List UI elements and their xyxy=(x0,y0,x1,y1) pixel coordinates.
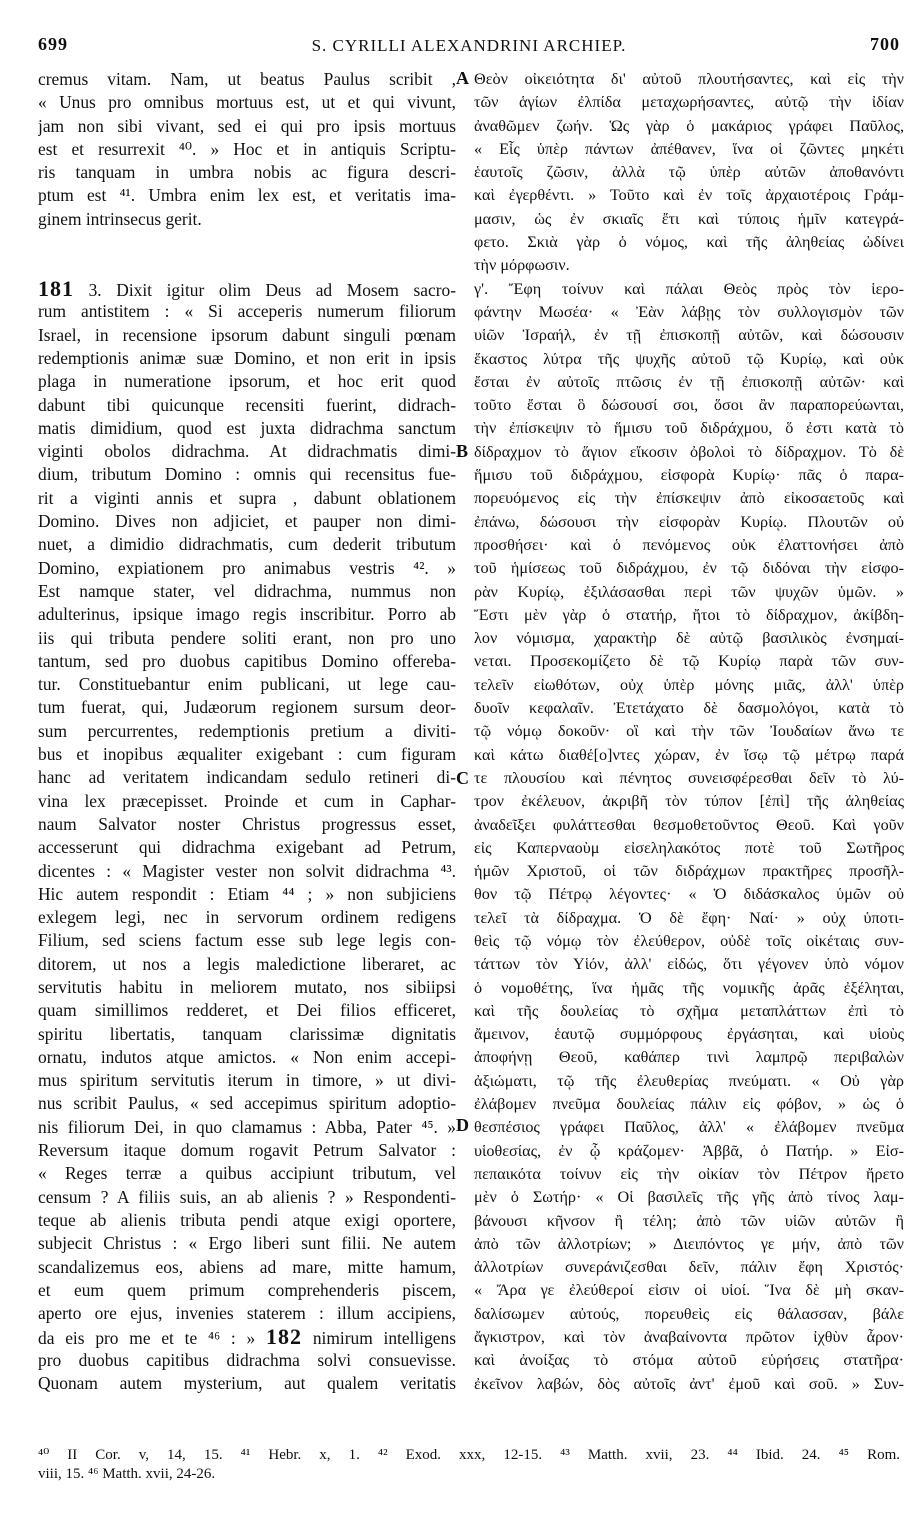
text-line: ptum est ⁴¹. Umbra enim lex est, et veritatis ima- xyxy=(38,185,456,206)
text-line: tum fuerat, qui, Judæorum regionem sursum deor- xyxy=(38,697,456,718)
margin-letter-c: C xyxy=(456,768,469,788)
text-line: ἄμεινον, ἑαυτῷ συμμόρφους ἐργάσηται, καὶ υἱοὺς xyxy=(474,1025,904,1044)
text-line: ἀναδεῖξει φυλάττεσθαι θεσμοθετοῦντος Θεοῦ. Καὶ γοῦν xyxy=(474,815,904,834)
text-line: Ἔστι μὲν γὰρ ὁ στατήρ, ἤτοι τὸ δίδραχμον, ἀκίβδη- xyxy=(474,605,904,624)
latin-paragraph-end xyxy=(38,1349,456,1396)
text-line: mus spiritum servitutis iterum in timore, » ut divi- xyxy=(38,1070,456,1091)
text-line: τῷ νόμῳ δοκοῦν· οἳ καὶ τὴν τῶν Ἰουδαίων ἄνω τε xyxy=(474,722,904,741)
footnote-line: ⁴⁰ II Cor. v, 14, 15. ⁴¹ Hebr. x, 1. ⁴² Exod. xxx, 12-15. ⁴³ Matth. xvii, 23. ⁴⁴ Ibid. 24. ⁴⁵ Rom. xyxy=(38,1447,900,1463)
text-line: λον νόμισμα, χαρακτὴρ δὲ αὐτῷ βασιλικὸς ἐνσημαί- xyxy=(474,629,904,648)
text-line: sum percurrentes, redemptionis pretium a diviti- xyxy=(38,720,456,741)
text-line: δυοῖν κεφαλαῖν. Ἐτετάχατο δὲ δασμολόγοι, κατὰ τὸ xyxy=(474,699,904,718)
text-line: nuet, a dimidio didrachmatis, cum dederit tributum xyxy=(38,534,456,555)
text-line: Reversum itaque domum rogavit Petrum Salvator : xyxy=(38,1140,456,1161)
text-line: θον τῷ Πέτρῳ λέγοντες· « Ὁ διδάσκαλος ὑμῶν οὐ xyxy=(474,885,904,904)
text-line: Filium, sed sciens factum esse sub lege legis con- xyxy=(38,930,456,951)
text-line: Domino, expiationem pro animabus vestris ⁴². » xyxy=(38,557,456,578)
text-line: ornatu, indutos atque amictos. « Non enim accepi- xyxy=(38,1046,456,1067)
inline-marker-line xyxy=(38,1325,456,1348)
text-line: « Ἄρα γε ἐλεύθεροί εἰσιν οἱ υἱοί. Ἵνα δὲ μὴ σκαν- xyxy=(474,1281,904,1300)
text-line: μασιν, ὡς ἐν σκιαῖς ἔτι καὶ τύποις ἡμῖν κατεγρά- xyxy=(474,209,904,228)
text-line: υἱῶν Ἰσραήλ, ἐν τῇ ἐπισκοπῇ αὐτῶν, καὶ δώσουσιν xyxy=(474,326,904,345)
text-line: βάνουσι κῆνσον ἢ τέλη; ἀπὸ τῶν υἱῶν αὐτῶν ἢ xyxy=(474,1211,904,1230)
text-line: θεσπέσιος γράφει Παῦλος, ἀλλ' « ἐλάβομεν πνεῦμα xyxy=(474,1118,904,1137)
latin-paragraph-intro xyxy=(38,68,456,231)
text-line: προσθήσει· καὶ ὁ πενόμενος οὐκ ἐλαττονήσει ἀπὸ xyxy=(474,535,904,554)
text-line: Hic autem respondit : Etiam ⁴⁴ ; » non subjiciens xyxy=(38,883,456,904)
text-line: ἀπὸ τῶν ἀλλοτρίων; » Διειπόντος γε μήν, ἀπὸ τῶν xyxy=(474,1234,904,1253)
text-line: ginem intrinsecus gerit. xyxy=(38,208,202,229)
text-line: aperto ore ejus, invenies staterem : illum accipiens, xyxy=(38,1303,456,1324)
text-line: adulterinus, ipsique imago regis inscribitur. Porro ab xyxy=(38,604,456,625)
text-line: πεπαικότα τοίνυν εἰς τὴν οἰκίαν τὸν Πέτρον ἤρετο xyxy=(474,1164,904,1183)
text-line: τῶν ἁγίων ἐλπίδα μεταχωρήσαντες, αὐτῷ τὴν ἰδίαν xyxy=(474,93,904,112)
text-line: καὶ τῆς δουλείας τὸ σχῆμα μεταπλάττων ἐπὶ τὸ xyxy=(474,1001,904,1020)
text-line: τρον ἐκέλευον, ἀκριβῆ τὸν τύπον [ἐπὶ] τῆς ἀληθείας xyxy=(474,792,904,811)
text-line: matis dimidium, quod est juxta didrachma sanctum xyxy=(38,417,456,438)
text-line: cremus vitam. Nam, ut beatus Paulus scribit , xyxy=(38,69,456,89)
text-after-marker: nimirum intelligens xyxy=(312,1328,456,1349)
running-header xyxy=(38,34,900,60)
greek-column xyxy=(474,68,904,1396)
margin-letter-d: D xyxy=(456,1115,469,1135)
text-line: Domino. Dives non adjiciet, et pauper non dimi- xyxy=(38,511,456,532)
text-line: teque ab alienis tributa pendi atque exigi oportere, xyxy=(38,1209,456,1230)
text-line: ἡμῶν Χριστοῦ, οἱ τῶν διδράχμων πρακτῆρες προσῆλ- xyxy=(474,862,904,881)
text-line: Quonam autem mysterium, aut qualem veritatis xyxy=(38,1373,456,1394)
text-line: τὴν μόρφωσιν. xyxy=(474,256,570,275)
section-first-line-text: 3. Dixit igitur olim Deus ad Mosem sacro- xyxy=(88,280,456,301)
text-line: jam non sibi vivant, sed ei qui pro ipsis mortuus xyxy=(38,115,456,136)
text-line: τάττων τὸν Υἱόν, ἀλλ' εἰδώς, ὅτι γέγονεν ὑπὸ νόμον xyxy=(474,955,904,974)
text-line: dabunt tibi quicunque recensiti fuerint, didrach- xyxy=(38,394,456,415)
text-line: τελεῖν εἰωθότων, οὐχ ὑπὲρ μόνης μιᾶς, ἀλλ' ὑπὲρ xyxy=(474,675,904,694)
footnote-line: viii, 15. ⁴⁶ Matth. xvii, 24-26. xyxy=(38,1466,216,1482)
text-line: scandalizemus eos, abiens ad mare, mitte hamum, xyxy=(38,1256,456,1277)
text-line: subjecit Christus : « Ergo liberi sunt filii. Ne autem xyxy=(38,1233,456,1254)
text-line: iis qui tributa pendere soliti erant, non pro uno xyxy=(38,627,456,648)
text-line: « Unus pro omnibus mortuus est, ut et qui vivunt, xyxy=(38,92,456,113)
text-line: naum Salvator noster Christus progressus esset, xyxy=(38,813,456,834)
text-line: redemptionis animæ suæ Domino, et non erit in ipsis xyxy=(38,347,456,368)
text-line: bus et inopibus æqualiter exigebant : cum figuram xyxy=(38,744,456,765)
margin-letter-b: B xyxy=(456,441,469,461)
text-line: ris tanquam in umbra nobis ac figura descri- xyxy=(38,162,456,183)
text-line: δαλίσωμεν αὐτούς, πορευθεὶς εἰς θάλασσαν, βάλε xyxy=(474,1304,904,1323)
text-line: καὶ κάτω διαθέ[ο]ντες χώραν, ἐν ἴσῳ τῷ μέτρῳ παρά xyxy=(474,745,904,764)
text-line: ἄγκιστρον, καὶ τὸν ἀναβαίνοντα πρῶτον ἰχθὺν ἆρον· xyxy=(474,1328,904,1347)
text-line: « Reges terræ a quibus accipiunt tributum, vel xyxy=(38,1163,456,1184)
section-marker: 181 xyxy=(38,277,74,301)
text-line: plaga in numeratione ipsorum, et hoc erit quod xyxy=(38,371,456,392)
margin-letter-a: A xyxy=(456,68,469,88)
text-line: υἱοθεσίας, ἐν ᾧ κράζομεν· Ἀββᾶ, ὁ Πατήρ. » Εἰσ- xyxy=(474,1141,904,1160)
text-line: exlegem legi, nec in servorum ordinem redigens xyxy=(38,907,456,928)
text-line: ἕκαστος λύτρα τῆς ψυχῆς αὐτοῦ τῷ Κυρίῳ, καὶ οὐκ xyxy=(474,349,904,368)
page-number-right: 700 xyxy=(870,34,900,54)
latin-column xyxy=(38,68,456,1395)
text-line: ἐκεῖνον λαβών, δὸς αὐτοῖς ἀντ' ἐμοῦ καὶ σοῦ. » Συν- xyxy=(474,1374,904,1393)
text-line: δίδραχμον τὸ ἅγιον εἴκοσιν ὀβολοὶ τὸ δίδραχμον. Τὸ δὲ xyxy=(474,442,904,461)
text-line: nus scribit Paulus, « sed accepimus spiritum adoptio- xyxy=(38,1093,456,1114)
text-line: pro duobus capitibus didrachma solvi consuevisse. xyxy=(38,1349,456,1370)
text-line: quam simillimos redderet, et Dei filios efficeret, xyxy=(38,1000,456,1021)
text-line: tur. Constituebantur enim publicani, ut lege cau- xyxy=(38,674,456,695)
text-line: ἀλλοτρίων συνεράνιζεσθαι δεῖν, πάλιν ἔφη Χριστός· xyxy=(474,1258,904,1277)
text-line: γ'. Ἔφη τοίνυν καὶ πάλαι Θεὸς πρὸς τὸν ἱερο- xyxy=(474,279,904,298)
text-line: ἀξιώματι, τῷ τῆς ἐλευθερίας πνεύματι. « Οὐ γὰρ xyxy=(474,1071,904,1090)
text-line: Θεὸν οἰκειότητα δι' αὐτοῦ πλουτήσαντες, καὶ εἰς τὴν xyxy=(474,70,904,88)
text-line: hanc ad veritatem indicandam sedulo retineri di- xyxy=(38,767,456,788)
text-line: ἀναθῶμεν ζωήν. Ὡς γὰρ ὁ μακάριος γράφει Παῦλος, xyxy=(474,116,904,135)
text-line: accesserunt qui didrachma exigebant ad Petrum, xyxy=(38,837,456,858)
text-line: πορευόμενος εἰς τὴν ἐπίσκεψιν ἀπὸ εἰκοσαετοῦς καὶ xyxy=(474,489,904,508)
text-line: et eum quem primum comprehenderis piscem, xyxy=(38,1279,456,1300)
text-line: τοῦτο ἔσται ὃ δώσουσί σοι, ὅσοι ἂν παραπορεύωνται, xyxy=(474,396,904,415)
text-line: censum ? A filiis suis, an ab alienis ? » Respondenti- xyxy=(38,1186,456,1207)
text-line: φετο. Σκιὰ γὰρ ὁ νόμος, καὶ τῆς ἀληθείας ὠδίνει xyxy=(474,233,904,252)
footnotes xyxy=(38,1446,900,1484)
text-line: καὶ ἀνοίξας τὸ στόμα αὐτοῦ εὑρήσεις στατῆρα· xyxy=(474,1351,904,1370)
latin-paragraph-main xyxy=(38,300,456,1325)
text-line: ἐπάνω, δώσουσι τὴν εἰσφορὰν Κυρίῳ. Πλουτῶν οὐ xyxy=(474,512,904,531)
text-line: τελεῖ τὰ δίδραχμα. Ὁ δὲ ἔφη· Ναί· » οὐχ ὑποτι- xyxy=(474,908,904,927)
text-before-marker: da eis pro me et te ⁴⁶ : » xyxy=(38,1328,256,1349)
section-marker-2: 182 xyxy=(266,1325,303,1349)
text-line: μὲν ὁ Σωτήρ· « Οἱ βασιλεῖς τῆς γῆς ἀπὸ τίνος λαμ- xyxy=(474,1188,904,1207)
text-line: εἰς Καπερναοὺμ εἰσεληλακότος ποτὲ τοῦ Σωτῆρος xyxy=(474,838,904,857)
text-line: θεὶς τῷ νόμῳ τὸν ἐλεύθερον, οὐδὲ τοῖς οἰκέταις συν- xyxy=(474,931,904,950)
text-line: rit a viginti annis et supra , dabunt oblationem xyxy=(38,487,456,508)
text-line: dicentes : « Magister vester non solvit didrachma ⁴³. xyxy=(38,860,456,881)
text-line: rum antistitem : « Si acceperis numerum filiorum xyxy=(38,301,456,322)
text-line: Est namque stater, vel didrachma, nummus non xyxy=(38,580,456,601)
text-line: ἐλάβομεν πνεῦμα δουλείας πάλιν εἰς φόβον, » ὡς ὁ xyxy=(474,1095,904,1114)
text-line: viginti obolos didrachma. At didrachmatis dimi- xyxy=(38,441,456,462)
text-line: καὶ ἐγερθέντι. » Τοῦτο καὶ ἐν τοῖς ἀρχαιοτέροις Γράμ- xyxy=(474,186,904,205)
text-line: ἑαυτοῖς ζῶσιν, ἀλλὰ τῷ ὑπὲρ αὐτῶν ἀποθανόντι xyxy=(474,163,904,182)
section-start-line xyxy=(38,277,456,300)
text-line: ditorem, ut nos a legis maledictione liberaret, ac xyxy=(38,953,456,974)
text-line: vina lex præcepisset. Proinde et cum in Caphar- xyxy=(38,790,456,811)
text-line: ρὰν Κυρίῳ, ἐξιλάσασθαι περὶ τῶν ψυχῶν ὑμῶν. » xyxy=(474,582,904,601)
text-line: dium, tributum Domino : omnis qui recensitus fue- xyxy=(38,464,456,485)
text-line: Israel, in recensione ipsorum dabunt singuli pœnam xyxy=(38,324,456,345)
running-title: S. CYRILLI ALEXANDRINI ARCHIEP. xyxy=(311,36,627,55)
text-line: ἥμισυ τοῦ διδράχμου, εἰσφορὰ Κυρίῳ· πᾶς ὁ παρα- xyxy=(474,466,904,485)
text-line: τὴν ἐπίσκεψιν τὸ ἥμισυ τοῦ διδράχμου, ὅ ἐστι κατὰ τὸ xyxy=(474,419,904,438)
text-line: τε πλουσίου καὶ πένητος συνεισφέρεσθαι δεῖν τὸ λύ- xyxy=(474,768,904,787)
text-line: nis filiorum Dei, in quo clamamus : Abba, Pater ⁴⁵. » xyxy=(38,1116,456,1137)
text-line: νεται. Προσεκομίζετο δὲ τῷ Κυρίῳ παρὰ τῶν συν- xyxy=(474,652,904,671)
text-line: ἔσται ἐν αὐτοῖς πτῶσις ἐν τῇ ἐπισκοπῇ αὐτῶν· καὶ xyxy=(474,372,904,391)
text-line: est et resurrexit ⁴⁰. » Hoc et in antiquis Scriptu- xyxy=(38,138,456,159)
text-line: ἀποφήνῃ Θεοῦ, καθάπερ τινὶ λαμπρῷ περιβαλὼν xyxy=(474,1048,904,1067)
text-line: φάντην Μωσέα· « Ἐὰν λάβῃς τὸν συλλογισμὸν τῶν xyxy=(474,302,904,321)
text-line: ὁ νομοθέτης, ἵνα ἡμᾶς τῆς νομικῆς ἀρᾶς ἐξέληται, xyxy=(474,978,904,997)
text-line: tantum, sed pro duobus capitibus Domino offereba- xyxy=(38,650,456,671)
text-line: « Εἷς ὑπὲρ πάντων ἀπέθανεν, ἵνα οἱ ζῶντες μηκέτι xyxy=(474,139,904,158)
text-line: servitutis habitu in meliorem mutato, nos sibiipsi xyxy=(38,976,456,997)
text-line: τοῦ ἡμίσεως τοῦ διδράχμου, ἐν τῷ διδόναι τὴν εἰσφο- xyxy=(474,559,904,578)
page-number-left: 699 xyxy=(38,34,68,54)
text-line: spiritu libertatis, tanquam clarissimæ dignitatis xyxy=(38,1023,456,1044)
